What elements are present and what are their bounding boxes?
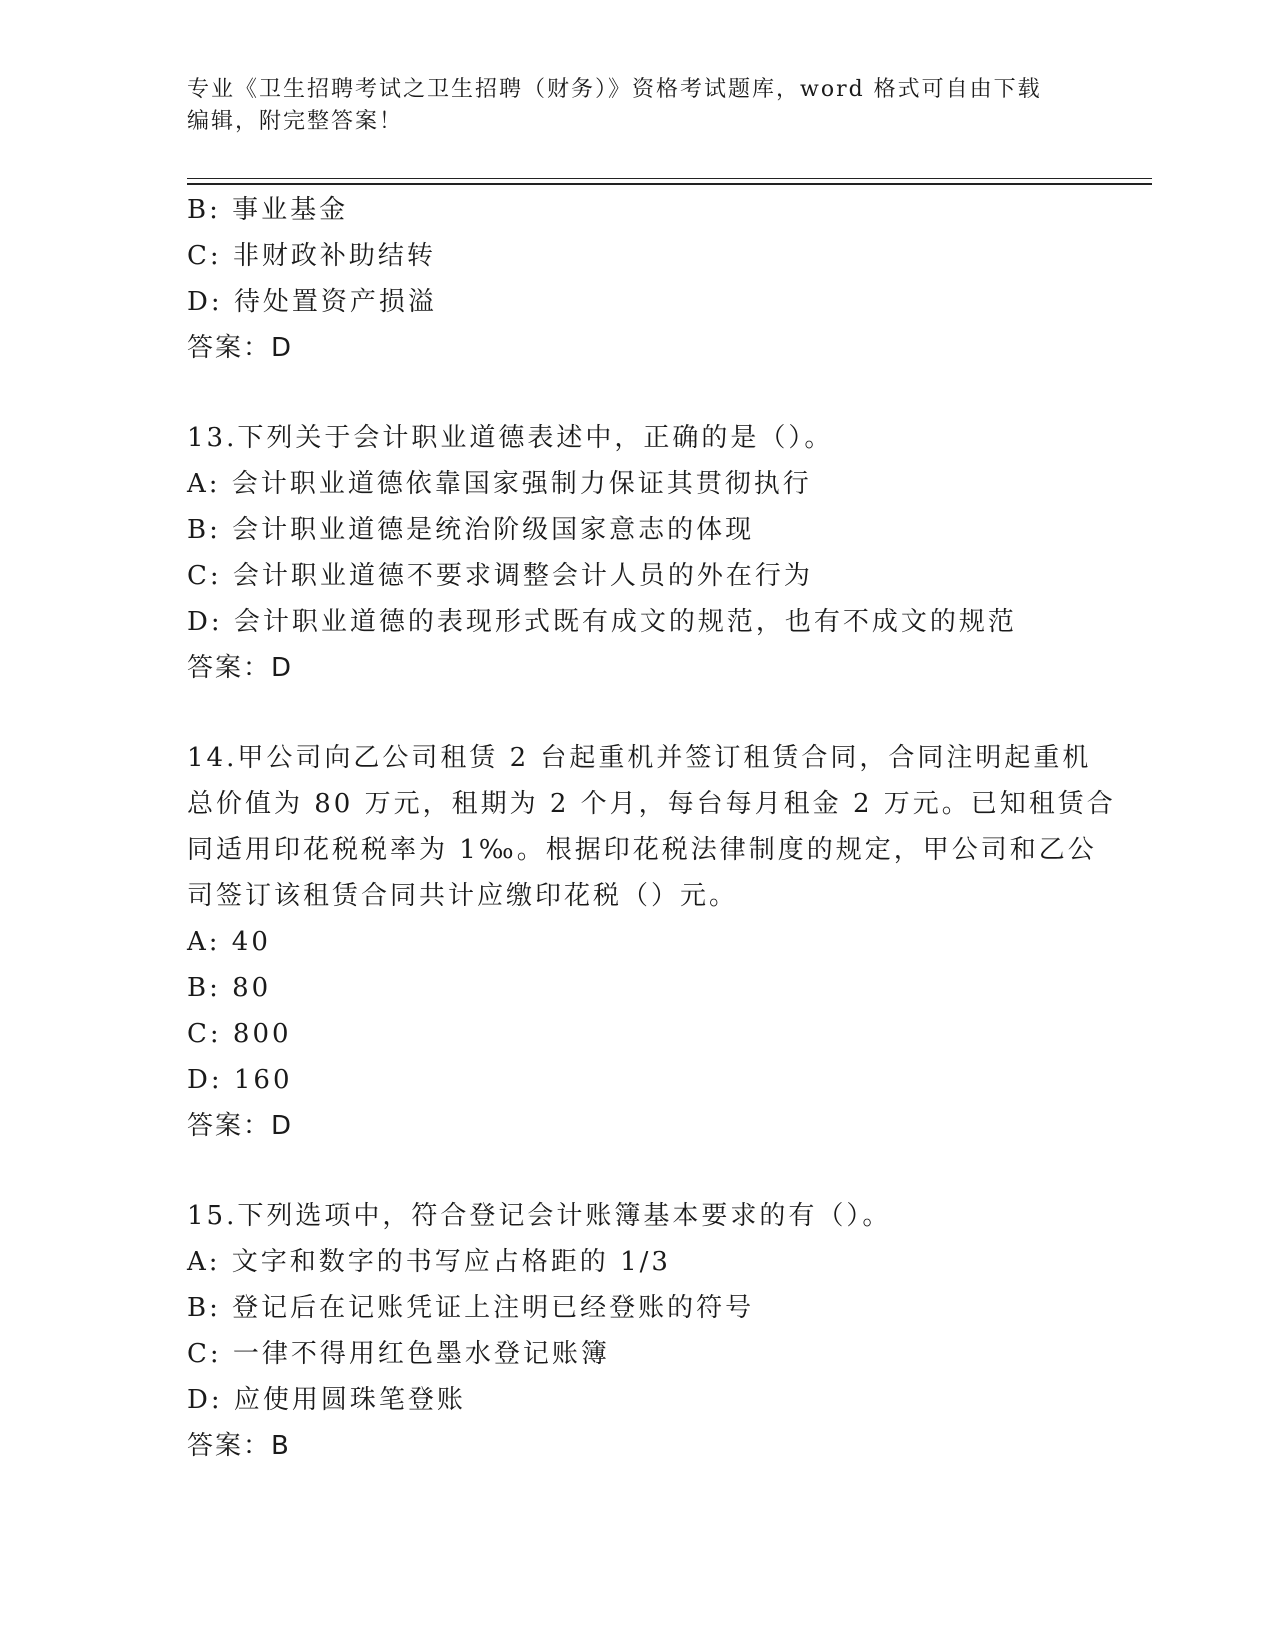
option-b: B: 事业基金 bbox=[187, 195, 349, 225]
question-list bbox=[187, 187, 1116, 1469]
header-divider-top bbox=[187, 178, 1152, 179]
option-b: B: 80 bbox=[187, 973, 272, 1003]
option-c: C: 800 bbox=[187, 1019, 292, 1049]
header-line-1: 专业《卫生招聘考试之卫生招聘（财务）》资格考试题库，word 格式可自由下载 bbox=[187, 77, 1042, 102]
option-d: D: 160 bbox=[187, 1065, 293, 1095]
option-c: C: 会计职业道德不要求调整会计人员的外在行为 bbox=[187, 561, 813, 591]
header-line-2: 编辑，附完整答案！ bbox=[187, 109, 404, 134]
question-12 bbox=[187, 187, 1087, 371]
question-stem-line-1: 14.甲公司向乙公司租赁 2 台起重机并签订租赁合同，合同注明起重机 bbox=[187, 743, 1092, 773]
option-a: A: 会计职业道德依靠国家强制力保证其贯彻执行 bbox=[187, 469, 812, 499]
question-stem: 13.下列关于会计职业道德表述中，正确的是（）。 bbox=[187, 423, 834, 453]
option-d: D: 待处置资产损溢 bbox=[187, 287, 437, 317]
answer: 答案：D bbox=[187, 653, 294, 683]
option-a: A: 40 bbox=[187, 927, 271, 957]
option-a: A: 文字和数字的书写应占格距的 1/3 bbox=[187, 1247, 671, 1277]
option-b: B: 会计职业道德是统治阶级国家意志的体现 bbox=[187, 515, 755, 545]
option-c: C: 一律不得用红色墨水登记账簿 bbox=[187, 1339, 610, 1369]
header-divider-bottom bbox=[187, 183, 1152, 185]
question-stem: 15.下列选项中，符合登记会计账簿基本要求的有（）。 bbox=[187, 1201, 892, 1231]
question-stem-line-3: 同适用印花税税率为 1‰。根据印花税法律制度的规定，甲公司和乙公 bbox=[187, 835, 1097, 865]
answer: 答案：D bbox=[187, 1111, 294, 1141]
document-header bbox=[187, 74, 1067, 138]
question-15 bbox=[187, 1193, 1087, 1469]
question-stem-line-4: 司签订该租赁合同共计应缴印花税（）元。 bbox=[187, 881, 739, 911]
option-d: D: 会计职业道德的表现形式既有成文的规范，也有不成文的规范 bbox=[187, 607, 1017, 637]
option-d: D: 应使用圆珠笔登账 bbox=[187, 1385, 466, 1415]
option-c: C: 非财政补助结转 bbox=[187, 241, 436, 271]
question-14 bbox=[187, 735, 1116, 1149]
option-b: B: 登记后在记账凭证上注明已经登账的符号 bbox=[187, 1293, 755, 1323]
answer: 答案：D bbox=[187, 333, 294, 363]
answer: 答案：B bbox=[187, 1431, 291, 1461]
question-13 bbox=[187, 415, 1087, 691]
question-stem-line-2: 总价值为 80 万元，租期为 2 个月，每台每月租金 2 万元。已知租赁合 bbox=[187, 789, 1116, 819]
